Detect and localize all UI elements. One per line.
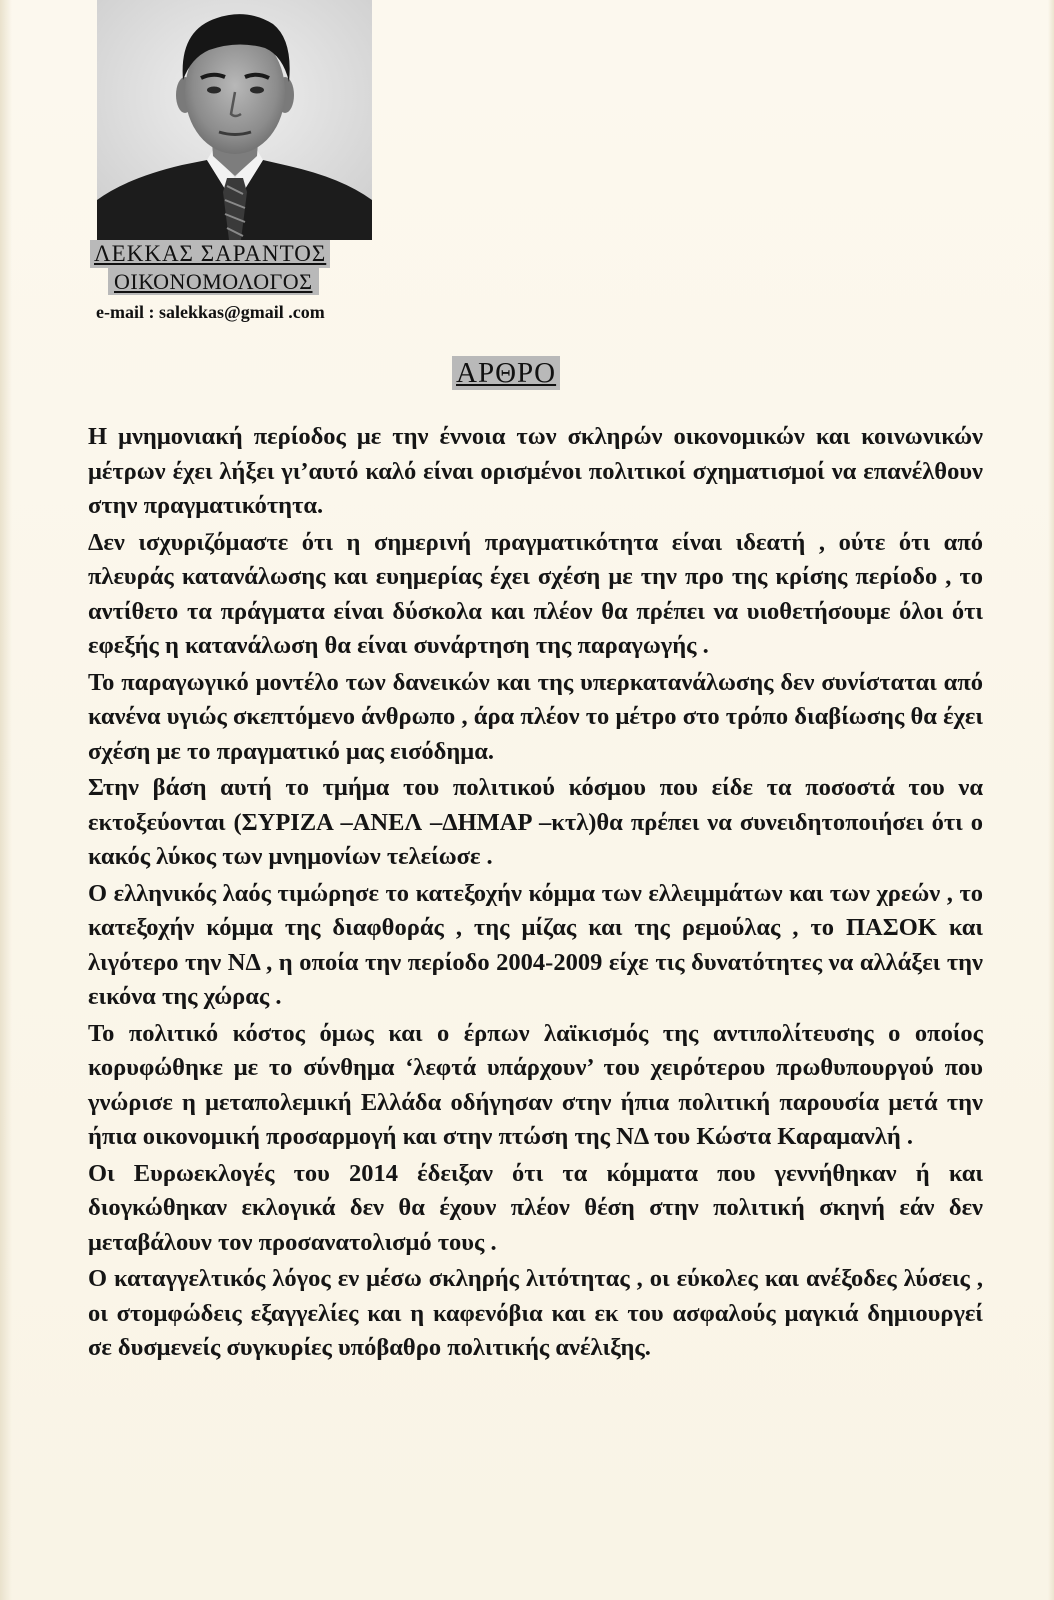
page-edge-shadow-left (0, 0, 12, 1600)
article-paragraph-7: Οι Ευρωεκλογές του 2014 έδειξαν ότι τα κόμματα που γεννήθηκαν ή και διογκώθηκαν εκλογικά δεν θα έχουν πλέον θέση στην πολιτική σκηνή εάν δεν μεταβάλουν τον προσανατολισμό τους . (88, 1159, 983, 1256)
author-name: ΛΕΚΚΑΣ ΣΑΡΑΝΤΟΣ (90, 240, 330, 268)
article-paragraph-6: Το πολιτικό κόστος όμως και ο έρπων λαϊκισμός της αντιπολίτευσης ο οποίος κορυφώθηκε με το σύνθημα ‘λεφτά υπάρχουν’ του χειρότερου πρωθυπουργού που γνώρισε η μεταπολεμική Ελλάδα οδήγησαν στην ήπια πολιτική παρουσία μετά την ήπια οικονομική προσαρμογή και στην πτώση της ΝΔ του Κώστα Καραμανλή . (88, 1019, 983, 1150)
author-block (90, 240, 380, 295)
article-paragraph-4: Στην βάση αυτή το τμήμα του πολιτικού κόσμου που είδε τα ποσοστά του να εκτοξεύονται (ΣΥΡΙΖΑ –ΑΝΕΛ –ΔΗΜΑΡ –κτλ)θα πρέπει να συνειδητοποιήσει ότι ο κακός λύκος των μνημονίων τελείωσε . (88, 774, 983, 870)
article-paragraph-2: Δεν ισχυριζόμαστε ότι η σημερινή πραγματικότητα είναι ιδεατή , ούτε ότι από πλευράς κατανάλωσης και ευημερίας έχει σχέση με την προ της κρίσης περίοδο , το αντίθετο τα πράγματα είναι δύσκολα και πλέον θα πρέπει να υιοθετήσουμε όλοι ότι εφεξής η κατανάλωση θα είναι συνάρτηση της παραγωγής . (88, 528, 983, 659)
page-edge-shadow-right (1048, 0, 1054, 1600)
author-profession: ΟΙΚΟΝΟΜΟΛΟΓΟΣ (108, 268, 319, 295)
article-paragraph-8: Ο καταγγελτικός λόγος εν μέσω σκληρής λιτότητας , οι εύκολες και ανέξοδες λύσεις , οι στομφώδεις εξαγγελίες και η καφενόβια και εκ του ασφαλούς μαγκιά δημιουργεί σε δυσμενείς συγκυρίες υπόβαθρο πολιτικής ανέλιξης. (88, 1265, 983, 1361)
article-paragraph-1: Η μνημονιακή περίοδος με την έννοια των σκληρών οικονομικών και κοινωνικών μέτρων έχει λήξει γι’αυτό καλό είναι ορισμένοι πολιτικοί σχηματισμοί να επανέλθουν στην πραγματικότητα. (88, 423, 983, 519)
article-paragraph-3: Το παραγωγικό μοντέλο των δανεικών και της υπερκατανάλωσης δεν συνίσταται από κανένα υγιώς σκεπτόμενο άνθρωπο , άρα πλέον το μέτρο στο τρόπο διαβίωσης θα έχει σχέση με το πραγματικό μας εισόδημα. (88, 668, 983, 765)
author-email: e-mail : salekkas@gmail .com (96, 302, 325, 322)
article-body (88, 420, 983, 1368)
article-paragraph-5: Ο ελληνικός λαός τιμώρησε το κατεξοχήν κόμμα των ελλειμμάτων και των χρεών , το κατεξοχήν κόμμα της διαφθοράς , της μίζας και της ρεμούλας , το ΠΑΣΟΚ και λιγότερο την ΝΔ , η οποία την περίοδο 2004-2009 είχε τις δυνατότητες να αλλάξει την εικόνα της χώρας . (88, 879, 983, 1010)
article-heading: ΑΡΘΡΟ (452, 356, 560, 390)
portrait-illustration (97, 0, 372, 240)
author-portrait-photo (97, 0, 372, 240)
